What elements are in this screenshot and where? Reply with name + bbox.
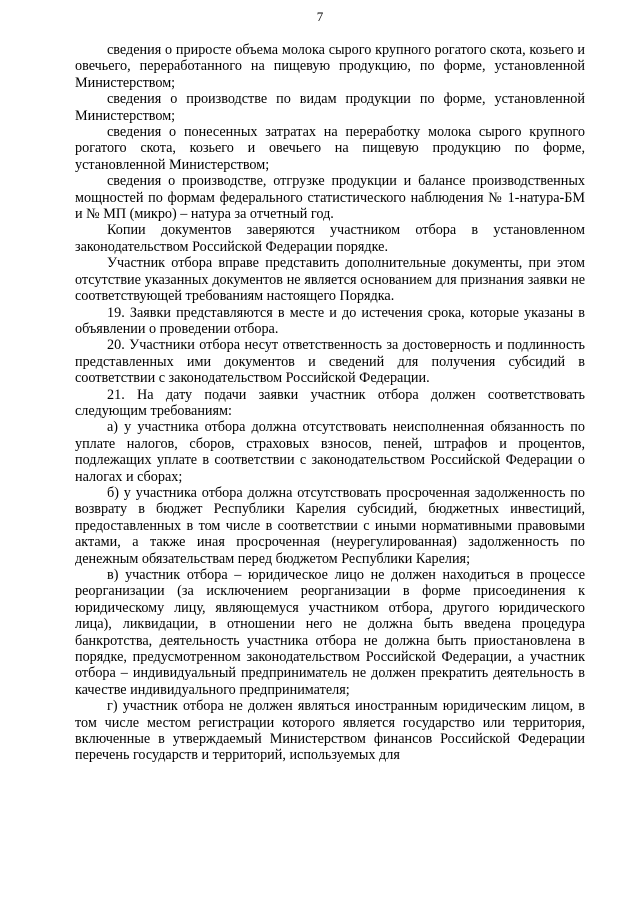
paragraph: сведения о производстве по видам продукции по форме, установленной Министерством; bbox=[75, 91, 585, 124]
paragraph: в) участник отбора – юридическое лицо не должен находиться в процессе реорганизации (за исключением реорганизации в форме присоединения к юридическому лицу, являющемуся участником отбора, другого юридического лица), ликвидации, в отношении него не должна быть введена процедура банкротства, деятельность участника отбора не должна быть приостановлена в порядке, предусмотренном законодательством Российской Федерации, а участник отбора – индивидуальный предприниматель не должен прекратить деятельность в качестве индивидуального предпринимателя; bbox=[75, 567, 585, 698]
paragraph: сведения о понесенных затратах на переработку молока сырого крупного рогатого скота, козьего и овечьего на пищевую продукцию по форме, установленной Министерством; bbox=[75, 124, 585, 173]
paragraph: а) у участника отбора должна отсутствовать неисполненная обязанность по уплате налогов, сборов, страховых взносов, пеней, штрафов и процентов, подлежащих уплате в соответствии с законодательством Российской Федерации о налогах и сборах; bbox=[75, 419, 585, 485]
paragraph: б) у участника отбора должна отсутствовать просроченная задолженность по возврату в бюджет Республики Карелия субсидий, бюджетных инвестиций, предоставленных в том числе в соответствии с иными нормативными правовыми актами, а также иная просроченная (неурегулированная) задолженность по денежным обязательствам перед бюджетом Республики Карелия; bbox=[75, 484, 585, 567]
paragraph: 20. Участники отбора несут ответственность за достоверность и подлинность представленных ими документов и сведений для получения субсидий в соответствии с законодательством Российской Федерации. bbox=[75, 337, 585, 387]
paragraph: Участник отбора вправе представить дополнительные документы, при этом отсутствие указанных документов не является основанием для признания заявки не соответствующей требованиям настоящего Порядка. bbox=[75, 255, 585, 305]
paragraph: Копии документов заверяются участником отбора в установленном законодательством Российской Федерации порядке. bbox=[75, 222, 585, 255]
document-body bbox=[75, 42, 585, 764]
paragraph: г) участник отбора не должен являться иностранным юридическим лицом, в том числе местом регистрации которого является государство или территория, включенные в утверждаемый Министерством финансов Российской Федерации перечень государств и территорий, используемых для bbox=[75, 698, 585, 764]
paragraph: сведения о производстве, отгрузке продукции и балансе производственных мощностей по формам федерального статистического наблюдения № 1-натура-БМ и № МП (микро) – натура за отчетный год. bbox=[75, 173, 585, 223]
page-number: 7 bbox=[316, 9, 324, 24]
paragraph: 19. Заявки представляются в месте и до истечения срока, которые указаны в объявлении о проведении отбора. bbox=[75, 304, 585, 337]
paragraph: 21. На дату подачи заявки участник отбора должен соответствовать следующим требованиям: bbox=[75, 386, 585, 419]
paragraph: сведения о приросте объема молока сырого крупного рогатого скота, козьего и овечьего, переработанного на пищевую продукцию, по форме, установленной Министерством; bbox=[75, 42, 585, 91]
